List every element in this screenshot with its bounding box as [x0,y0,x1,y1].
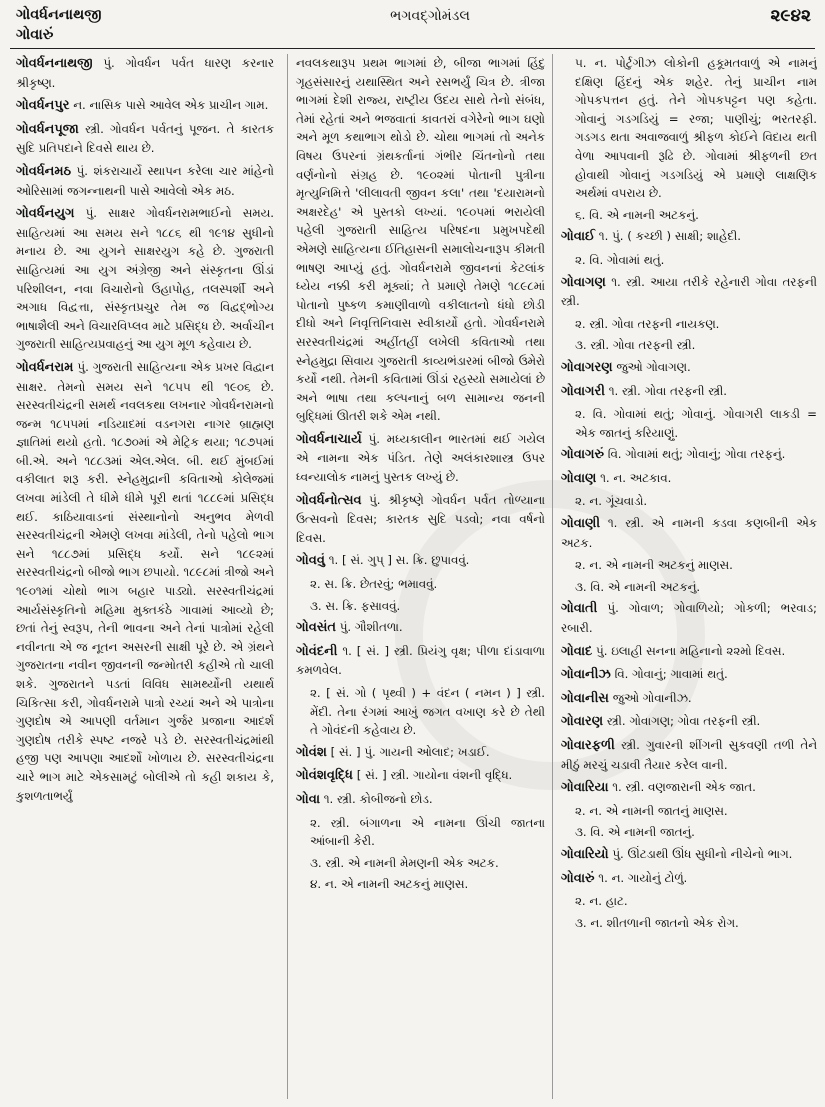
entry-sense [561,914,817,933]
definition-text: ન. નાસિક પાસે આવેલ એક પ્રાચીન ગામ. [69,98,269,113]
column-1 [16,54,274,1099]
headword: ગોવાનીસ [561,690,609,706]
definition-text: ૨. ન. ગૂંચવાડો. [575,494,648,509]
definition-text: ૧. [ સં. ] સ્ત્રી. પ્રિયંગુ વૃક્ષ; પીળા દાંડાવાળા કમળવેલ. [296,643,545,678]
dictionary-entry [561,778,817,798]
guide-word-first: ગોવર્ધનનાથજી [16,7,102,23]
definition-text: ૧. સ્ત્રી. વણજારાની એક જાત. [608,780,756,795]
running-title: ભગવદ્ગોમંડલ [390,8,470,24]
definition-text: ૫. ન. પોર્ટુગીઝ લોકોની હકૂમતવાળું એ નામનું દક્ષિણ હિંદનું એક શહેર. તેનું પ્રાચીન નામ ગોપકપત્તન હતું. તેને ગોપકપટ્ટન પણ કહેતા. ગોવાનું ગડગડિયું = રજા; પાણીચું; ભરતરફી. ગડગડ થતા અવાજવાળું શ્રીફળ કોઈને વિદાય થતી વેળા આપવાની રૂઢિ છે. ગોવામાં શ્રીફળની છત હોવાથી ગોવાનું ગડગડિયું એ પ્રમાણે લાક્ષણિક અર્થમાં વપરાય છે. [575,56,817,201]
entry-sense [561,556,817,575]
definition-text: પું. મધ્યકાલીન ભારતમાં થઈ ગયેલ એ નામના એક પંડિત. તેણે અલંકારશાસ્ત્ર ઉપર ધ્વન્યાલોક નામનું પુસ્તક લખ્યું છે. [296,431,545,485]
definition-text: ૨. ન. એ નામની જાતનું માણસ. [575,803,728,818]
definition-text: વિ. ગોવામાં થતું; ગોવાનું; ગોવા તરફનું. [604,447,786,462]
definition-text: ૧. ન. અટકાવ. [596,470,672,485]
definition-text: પું. સાક્ષર ગોવર્ધનરામભાઈનો સમય. સાહિત્યમાં આ સમય સને ૧૮૮૬ થી ૧૯૧૪ સુધીનો મનાય છે. આ યુગને સાક્ષરયુગ કહે છે. ગુજરાતી સાહિત્યમાં આ યુગ અંગ્રેજી અને સંસ્કૃતના ઊંડાં પરિશીલન, નવા વિચારોનો ઉહાપોહ, તલસ્પર્શી અને અગાધ વિદ્વત્તા, સંસ્કૃતપ્રચુર તેમ જ વિદ્વદ્ભોગ્ય ભાષાશૈલી અને વિચારવિપ્લવ માટે પ્રસિદ્ધ છે. અર્વાચીન ગુજરાતી સાહિત્યપ્રવાહનું આ યુગ મૂળ કહેવાય છે. [16,206,274,352]
headword: ગોવાણ [561,470,597,486]
definition-text: ૩. ન. શીતળાની જાતનો એક રોગ. [575,915,739,930]
definition-text: સ્ત્રી. ગોવાગણ; ગોવા તરફની સ્ત્રી. [603,714,761,729]
definition-text: પું. ગૌશીતળા. [336,620,403,635]
definition-text: જુઓ ગોવાગણ. [612,359,691,374]
entry-sense [561,823,817,842]
definition-text: [ સં. ] પું. ગાયની ઓલાદ; ખડાઈ. [326,744,490,759]
entry-sense [296,814,545,851]
headword: ગોવાગરણ [561,359,613,375]
definition-text: ૧. સ્ત્રી. આયા તરીકે રહેનારી ગોવા તરફની સ્ત્રી. [561,274,817,309]
entry-sense [561,492,817,511]
headword: ગોવંશવૃદ્ધિ [296,768,353,784]
dictionary-entry [16,358,274,805]
definition-text: ૨. વિ. ગોવામાં થતું; ગોવાનું. ગોવાગરી લાકડી = એક જાતનું કરિયાણું. [575,407,817,440]
dictionary-entry [16,120,274,158]
dictionary-entry [561,514,817,552]
definition-text: ૨. સ્ત્રી. ગોવા તરફની નાયકણ. [575,316,720,331]
entry-sense [296,854,545,873]
definition-text: ૧. સ્ત્રી. કોબીજનો છોડ. [320,791,433,806]
definition-text: ૨. સ્ત્રી. બંગાળના એ નામના ઊંચી જાતના આંબાની કેરી. [310,815,545,849]
headword: ગોવાનીઝ [561,667,611,683]
entry-sense [561,892,817,911]
headword: ગોવર્ધનપુર [16,98,70,114]
dictionary-entry [296,491,545,548]
dictionary-entry [296,642,545,680]
definition-text: ૨. ન. હાટ. [575,894,628,909]
definition-text: ૩. સ. ક્રિ. ફસાવવું. [310,598,401,613]
entry-sense [561,336,817,355]
dictionary-entry [561,382,817,402]
entry-sense [561,405,817,442]
definition-text: ૨. ન. એ નામની અટકનું માણસ. [575,558,733,573]
dictionary-entry [296,618,545,638]
headword: ગોવર્ધનમઠ [16,163,72,179]
entry-sense [561,578,817,597]
definition-text: ૪. ન. એ નામની અટકનું માણસ. [310,877,469,892]
definition-text: ૬. વિ. એ નામની અટકનું. [575,207,699,222]
headword: ગોવારફળી [561,738,615,753]
dictionary-entry [561,642,817,662]
definition-text: ૨. સ. ક્રિ. છેતરવું; ભમાવવું. [310,577,438,592]
entry-sense [561,206,817,225]
dictionary-entry [16,204,274,354]
dictionary-entry [561,712,817,732]
dictionary-entry [16,54,274,92]
dictionary-entry [561,845,817,865]
headword: ગોવારું [561,870,595,886]
definition-text: ૧. [ સં. ગુપ્ ] સ. ક્રિ. છુપાવવું. [324,553,470,568]
dictionary-entry [296,54,545,426]
entry-sense [296,597,545,616]
headword: ગોવાણી [561,516,601,532]
page-header [10,4,815,49]
headword: ગોવાગરી [561,383,605,399]
definition-text: વિ. ગોવાનું; ગાવામાં થતું. [610,667,728,682]
definition-text: જુઓ ગોવાનીઝ. [608,690,692,705]
definition-text: ૧. સ્ત્રી. એ નામની કડવા કણબીની એક અટક. [561,516,817,550]
dictionary-entry [296,551,545,571]
definition-text: ૨. વિ. ગોવામાં થતું. [575,252,665,267]
headword: ગોવર્ધનપૂજા [16,121,79,137]
headword: ગોવારિયા [561,780,609,796]
dictionary-entry [296,790,545,810]
column-2 [287,54,545,1099]
headword: ગોવર્ધનરામ [16,359,74,375]
definition-text: ૨. [ સં. ગો ( પૃથ્વી ) + વંદન ( નમન ) ] સ્ત્રી. મેંદી. તેના રંગમાં આખું જગત વખાણ કરે છે તેથી તે ગોવંદની કહેવાય છે. [310,686,545,738]
definition-text: પું. શંકરાચાર્યે સ્થાપન કરેલા ચાર માંહેનો ઓરિસામાં જગન્નાથની પાસે આવેલો એક મઠ. [16,163,274,198]
entry-sense [561,54,817,203]
dictionary-entry [561,469,817,489]
definition-text: પું. ગુજરાતી સાહિત્યના એક પ્રખર વિદ્વાન સાક્ષર. તેમનો સમય સને ૧૮૫૫ થી ૧૯૦૬ છે. સરસ્વતીચંદ્રની સમર્થ નવલકથા લખનાર ગોવર્ધનરામનો જન્મ ૧૮૫૫માં નડિયાદમાં વડનગરા નાગર બ્રાહ્મણ જ્ઞાતિમાં થયો હતો. ૧૮૭૦માં એ મેટ્રિક થયા; ૧૮૭૫માં બી.એ. અને ૧૮૮૩માં એલ.એલ. બી. થઈ મુંબઈમાં વકીલાત શરૂ કરી. સ્નેહમુદ્રાની કવિતાઓ કોલેજમાં લખવા માંડેલી તે ધીમે ધીમે પૂરી થતાં ૧૮૮૯માં પ્રસિદ્ધ થઈ. કાઠિયાવાડનાં સંસ્થાનોનો અનુભવ મેળવી સરસ્વતીચંદ્રની એમણે લખવા માંડેલી, તેનો પહેલો ભાગ સને ૧૮૮૭માં પ્રસિદ્ધ કર્યો. સને ૧૮૯૨માં સરસ્વતીચંદ્રનો બીજો ભાગ છપાયો. ૧૮૯૮માં ત્રીજો અને ૧૯૦૧માં ચોથો ભાગ બહાર પાડ્યો. સરસ્વતીચંદ્રમાં આર્યસંસ્કૃતિનો મહિમા મુક્તકંઠે ગાવામાં આવ્યો છે; છતાં તેનું સ્વરૂપ, તેની ભાવના અને તેનાં પાત્રોમાં રહેલી નવીનતા એ જ નૂતન અસરની સાક્ષી પૂરે છે. એ ગ્રંથને ગુજરાતના નવીન જીવનની જન્મોતરી કહીએ તો ચાલી શકે. ગુજરાતને પડતાં વિવિધ સામર્થ્યોની યથાર્થ ચિકિત્સા કરી, ગોવર્ધનરામે પાત્રો રચ્યાં અને એ પાત્રોના ગુણદોષ એ આપણી વર્તમાન ગુર્જર પ્રજાના આદર્શ ગુણદોષ તરીકે સ્પષ્ટ નજરે પડે છે. સરસ્વતીચંદ્રમાંથી હજી પણ આપણા આદર્શો ખોળાય છે. સરસ્વતીચંદ્રના ચારે ભાગ માટે એકસામટું બોલીએ તો કહી શકાય કે, કુશળતાભર્યું [16,359,274,803]
definition-text: પું. ઇલાહી સનના મહિનાનો ૨૨મો દિવસ. [592,643,786,658]
definition-text: સ્ત્રી. ગુવારની શીંગની સુકવણી તળી તેને મીઠું મરચું ચડાવી તૈયાર કરેલ વાની. [561,738,817,772]
guide-word-last: ગોવારું [16,27,54,43]
headword: ગોવર્ધનયુગ [16,206,75,222]
dictionary-entry [561,273,817,311]
definition-text: પું. ગોવર્ધન પર્વત ધારણ કરનાર શ્રીકૃષ્ણ. [16,56,274,90]
dictionary-entry [561,227,817,247]
entry-sense [561,315,817,334]
headword: ગોવાગણ [561,274,606,290]
entry-sense [561,251,817,270]
headword: ગોવંશ [296,744,327,760]
headword: ગોવા [296,791,321,807]
definition-text: ૩. સ્ત્રી. એ નામની મેમણની એક અટક. [310,855,499,870]
headword: ગોવાગરું [561,447,605,463]
headword: ગોવસંત [296,620,336,636]
definition-text: ૩. સ્ત્રી. ગોવા તરફની સ્ત્રી. [575,338,696,353]
definition-text: [ સં. ] સ્ત્રી. ગાયોના વંશની વૃદ્ધિ. [352,768,513,783]
dictionary-entry [296,766,545,786]
headword: ગોવાઈ [561,229,596,245]
entry-sense [296,875,545,894]
dictionary-entry [16,162,274,200]
definition-text: ૧. પું. ( કચ્છી ) સાક્ષી; શાહેદી. [595,229,742,244]
dictionary-entry [296,743,545,763]
dictionary-entry [561,689,817,709]
definition-text: પું. ઊંટડાથી ઊંધ સુધીનો નીચેનો ભાગ. [608,846,793,861]
headword: ગોવાતી [561,601,598,617]
definition-text: સ્ત્રી. ગોવર્ધન પર્વતનું પૂજન. તે કારતક સુદિ પ્રતિપદાને દિવસે થાય છે. [16,121,274,156]
headword: ગોવર્ધનનાથજી [16,56,93,71]
dictionary-entry [561,599,817,637]
entry-sense [561,802,817,821]
dictionary-entry [561,445,817,465]
headword: ગોવારિયો [561,846,609,862]
definition-text: નવલકથારૂપ પ્રથમ ભાગમાં છે, બીજા ભાગમાં હિંદુ ગૃહસંસારનું યથાસ્થિત અને રસભર્યું ચિત્ર છે. ત્રીજા ભાગમાં દેશી રાજ્ય, રાષ્ટ્રીય ઉદય સાથે તેનો સંબંધ, તેમાં રહેતાં અને ભજવાતાં કાવતરાં વગેરેનો ભાગ ઘણો અને મૂળ કથાભાગ થોડો છે. ચોથા ભાગમાં તો અનેક વિષય ઉપરનાં ગ્રંથકર્તાનાં ગંભીર ચિંતનોનો તથા વર્ણનોનો સંગ્રહ છે. ૧૯૦૨માં પોતાની પુત્રીના મૃત્યુનિમિત્તે 'લીલાવતી જીવન કલા' તથા 'દયારામનો અક્ષરદેહ' એ પુસ્તકો લખ્યાં. ૧૯૦૫માં ભરાયેલી પહેલી ગુજરાતી સાહિત્ય પરિષદના પ્રમુખપદેથી એમણે સાહિત્યના ઈતિહાસની સમાલોચનારૂપ કીમતી ભાષણ આપ્યું હતું. ગોવર્ધનરામે જીવનનાં કેટલાંક ધ્યેય નક્કી કરી મૂક્યાં; તે પ્રમાણે તેમણે ૧૮૯૮માં પોતાનો પુષ્કળ કમાણીવાળો વકીલાતનો ધંધો છોડી દીધો અને નિવૃત્તિનિવાસ સ્વીકાર્યો હતો. ગોવર્ધનરામે સરસ્વતીચંદ્રમાં અહીંતહીં લખેલી કવિતાઓ તથા સ્નેહમુદ્રા સિવાય ગુજરાતી કાવ્યભંડારમાં બીજો ઉમેરો કર્યો નથી. તેમની કવિતામાં ઊંડાં રહસ્યો સમાયેલાં છે અને ભાષા તથા કલ્પનાનું બળ સામાન્ય જનની બુદ્ધિમાં ઊતરી શકે એમ નથી. [296,56,545,424]
page-number: ૨૯૪૨ [770,6,811,26]
headword: ગોવર્ધનોત્સવ [296,492,362,508]
entry-sense [296,575,545,594]
definition-text: પું. ગોવાળ; ગોવાળિયો; ગોકળી; ભરવાડ; રબારી. [561,601,817,636]
definition-text: ૩. વિ. એ નામની અટકનું. [575,579,701,594]
headword: ગોવવું [296,553,325,569]
dictionary-entry [561,358,817,378]
definition-text: ૧. સ્ત્રી. ગોવા તરફની સ્ત્રી. [604,383,728,398]
definition-text: ૧. ન. ગાયોનું ટોળું. [594,870,688,885]
headword: ગોવર્ધનાચાર્ય [296,431,362,447]
headword: ગોવારણ [561,714,604,730]
dictionary-entry [561,869,817,889]
dictionary-entry [561,736,817,774]
entry-sense [296,684,545,740]
dictionary-entry [561,665,817,685]
headword: ગોવાદ [561,643,593,659]
dictionary-entry [296,430,545,487]
headword: ગોવંદની [296,643,338,659]
column-3 [552,54,817,1099]
dictionary-entry [16,96,274,116]
definition-text: ૩. વિ. એ નામની જાતનું. [575,825,695,840]
definition-text: પું. શ્રીકૃષ્ણે ગોવર્ધન પર્વત તોળ્યાના ઉત્સવનો દિવસ; કારતક સુદિ પડવો; નવા વર્ષનો દિવસ. [296,492,545,545]
